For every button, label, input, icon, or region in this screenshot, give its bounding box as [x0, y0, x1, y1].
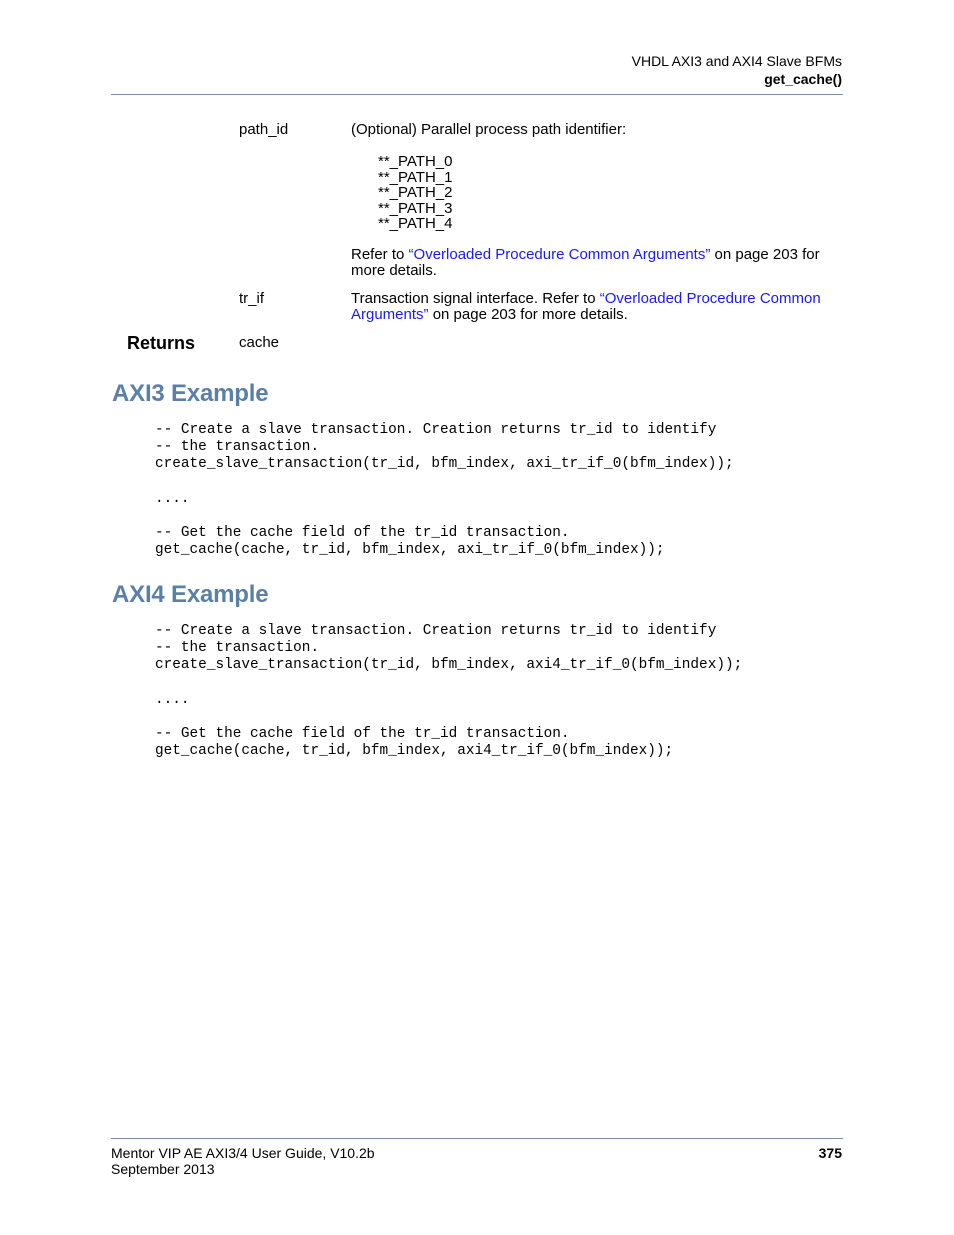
arg-desc-tr-if: Transaction signal interface. Refer to “Overloaded Procedure Common Arguments” on page 203 for more details. — [351, 290, 821, 323]
header-section-title: VHDL AXI3 and AXI4 Slave BFMs — [631, 53, 842, 69]
path-item: **_PATH_4 — [378, 215, 453, 232]
arg-name-path-id: path_id — [239, 121, 289, 138]
arg-desc-path-id: (Optional) Parallel process path identifier: — [351, 121, 627, 138]
axi3-code-ellipsis: .... — [155, 491, 190, 507]
footer-divider — [111, 1138, 843, 1139]
axi3-example-heading: AXI3 Example — [112, 380, 269, 407]
axi4-code-ellipsis: .... — [155, 692, 190, 708]
path-item: **_PATH_0 — [378, 153, 453, 170]
overloaded-args-link[interactable]: “Overloaded Procedure Common Arguments” — [408, 246, 711, 263]
axi4-example-heading: AXI4 Example — [112, 581, 269, 608]
footer-doc-title: Mentor VIP AE AXI3/4 User Guide, V10.2b — [111, 1145, 375, 1161]
path-item: **_PATH_2 — [378, 184, 453, 201]
path-item: **_PATH_1 — [378, 168, 453, 186]
header-topic: get_cache() — [764, 71, 842, 87]
header-divider — [111, 94, 843, 95]
axi4-code-create: -- Create a slave transaction. Creation returns tr_id to identify -- the transaction. create_slave_transaction(tr_id, bfm_index, axi4_tr_if_0(bfm_index)); — [155, 623, 743, 674]
running-header — [632, 52, 842, 88]
axi3-code-get-cache: -- Get the cache field of the tr_id transaction. get_cache(cache, tr_id, bfm_index, axi_tr_if_0(bfm_index)); — [155, 525, 665, 559]
path-id-refer-text: Refer to “Overloaded Procedure Common Arguments” on page 203 for more details. — [351, 246, 820, 279]
arg-name-tr-if: tr_if — [239, 290, 265, 307]
footer-date: September 2013 — [111, 1161, 215, 1177]
footer-left — [111, 1145, 375, 1177]
axi4-code-get-cache: -- Get the cache field of the tr_id transaction. get_cache(cache, tr_id, bfm_index, axi4_tr_if_0(bfm_index)); — [155, 726, 674, 760]
overloaded-args-link[interactable]: “Overloaded Procedure Common — [599, 290, 821, 307]
axi3-code-create: -- Create a slave transaction. Creation returns tr_id to identify -- the transaction. create_slave_transaction(tr_id, bfm_index, axi_tr_if_0(bfm_index)); — [155, 422, 734, 473]
returns-label: Returns — [127, 333, 196, 353]
page-number: 375 — [818, 1145, 842, 1161]
returns-value: cache — [239, 334, 280, 351]
path-item: **_PATH_3 — [378, 199, 453, 217]
path-list — [378, 154, 452, 232]
overloaded-args-link-cont[interactable]: Arguments” — [351, 305, 429, 323]
